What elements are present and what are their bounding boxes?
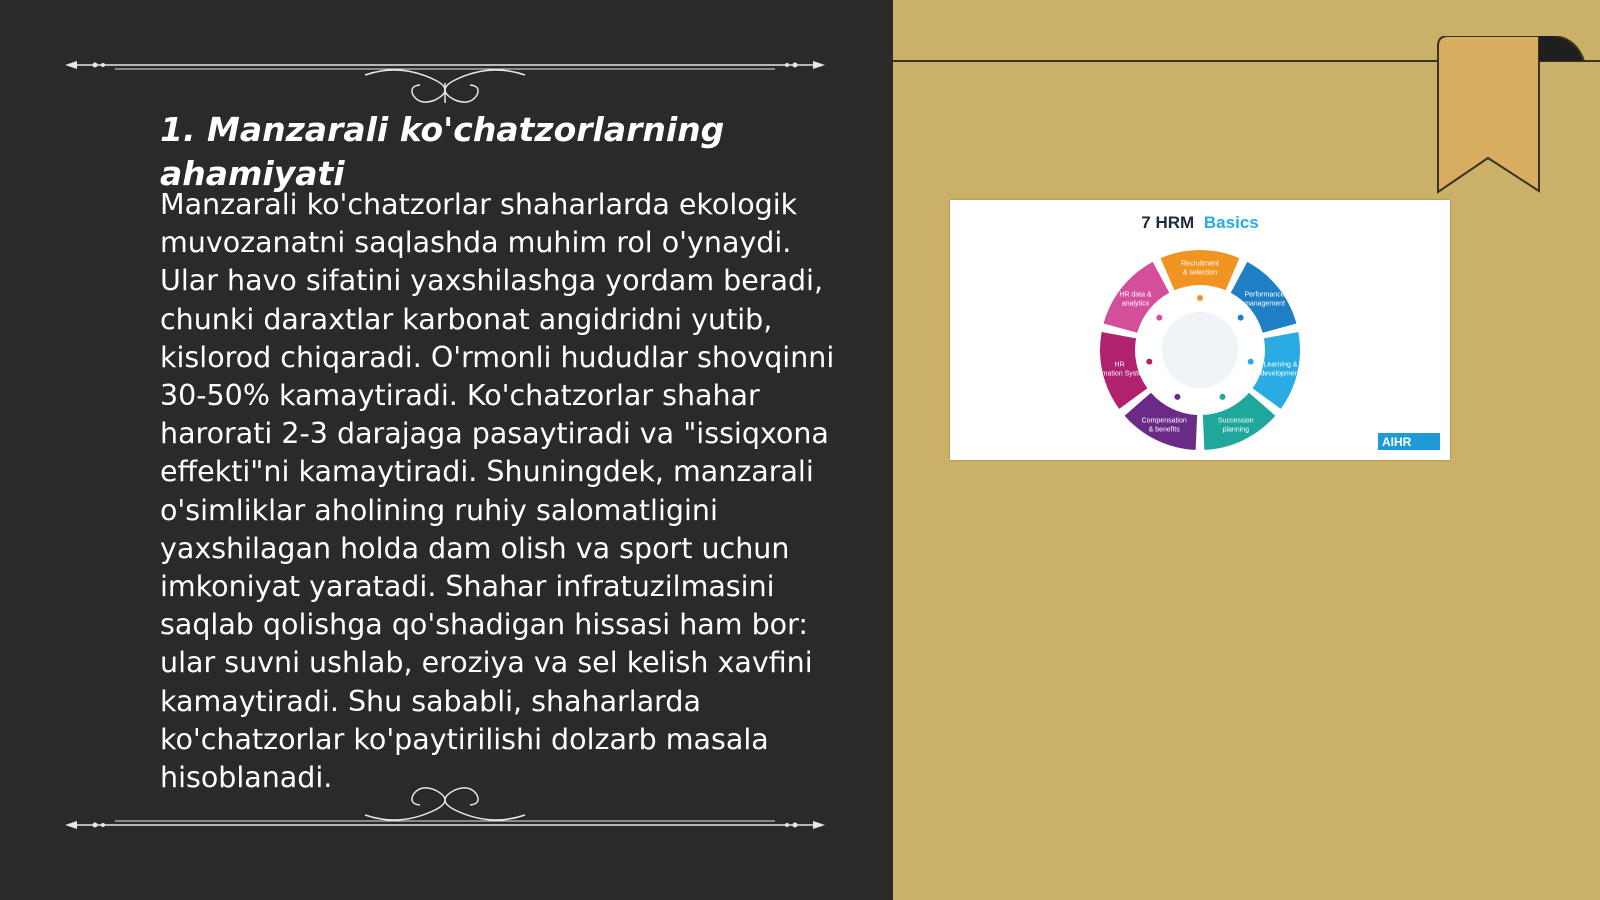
wheel-segment-icon [1174,394,1180,400]
image-title-main: 7 HRM [1141,213,1195,232]
wheel-segment-label: Recruitment [1181,260,1219,268]
bookmark-icon [1436,36,1600,200]
wheel-segment-label: analytics [1121,300,1150,308]
wheel-segment-label: Learning & [1263,361,1298,369]
wheel-segment-icon [1220,394,1226,400]
wheel-segment-label: management [1244,300,1285,308]
wheel-segment-icon [1156,315,1162,321]
hrm-basics-image [950,200,1450,460]
wheel-segment-label: & selection [1182,269,1218,277]
wheel-segment-icon [1238,315,1244,321]
slide-title: 1. Manzarali ko'chatzorlarning ahamiyati [160,110,725,193]
wheel-center [1162,312,1238,388]
wheel-segment-label: Information Systems [1087,370,1152,378]
aihr-logo-text: AIHR [1382,435,1412,449]
slide-body-text: Manzarali ko'chatzorlar shaharlarda ekologik muvozanatni saqlashda muhim rol o'ynaydi. Ular havo sifatini yaxshilashga yordam beradi, chunki daraxtlar karbonat angidridni yutib, kislorod chiqaradi. O'rmonli hududlar shovqinni 30-50% kamaytiradi. Ko'chatzorlar shahar harorati 2-3 darajaga pasaytiradi va "issiqxona effekti"ni kamaytiradi. Shuningdek, manzarali o'simliklar aholining ruhiy salomatligini yaxshilagan holda dam olish va sport uchun imkoniyat yaratadi. Shahar infratuzilmasini saqlab qolishga qo'shadigan hissasi ham bor: ular suvni ushlab, eroziya va sel kelish xavfini kamaytiradi. Shu sababli, shaharlarda ko'chatzorlar ko'paytirilishi dolzarb masala hisoblanadi. [160,188,835,795]
wheel-segment-label: HR data & [1119,291,1152,299]
hrm-wheel [1088,250,1301,450]
wheel-segment-label: development [1260,370,1301,378]
wheel-segment-label: Performance [1244,291,1285,299]
image-title-accent: Basics [1203,213,1259,232]
wheel-segment-icon [1248,359,1254,365]
wheel-segment-label: Succession [1217,417,1254,425]
wheel-segment-label: HR [1114,361,1125,369]
wheel-segment-icon [1146,359,1152,365]
svg-text:7 HRM Basics [1141,213,1258,232]
bottom-ornament [65,780,825,830]
hrm-wheel-graphic [950,200,1450,460]
wheel-segment-label: Compensation [1141,417,1187,425]
wheel-segment-label: & benefits [1148,426,1180,434]
wheel-segment-icon [1197,295,1203,301]
top-ornament [65,55,825,105]
wheel-segment-label: planning [1222,426,1250,434]
